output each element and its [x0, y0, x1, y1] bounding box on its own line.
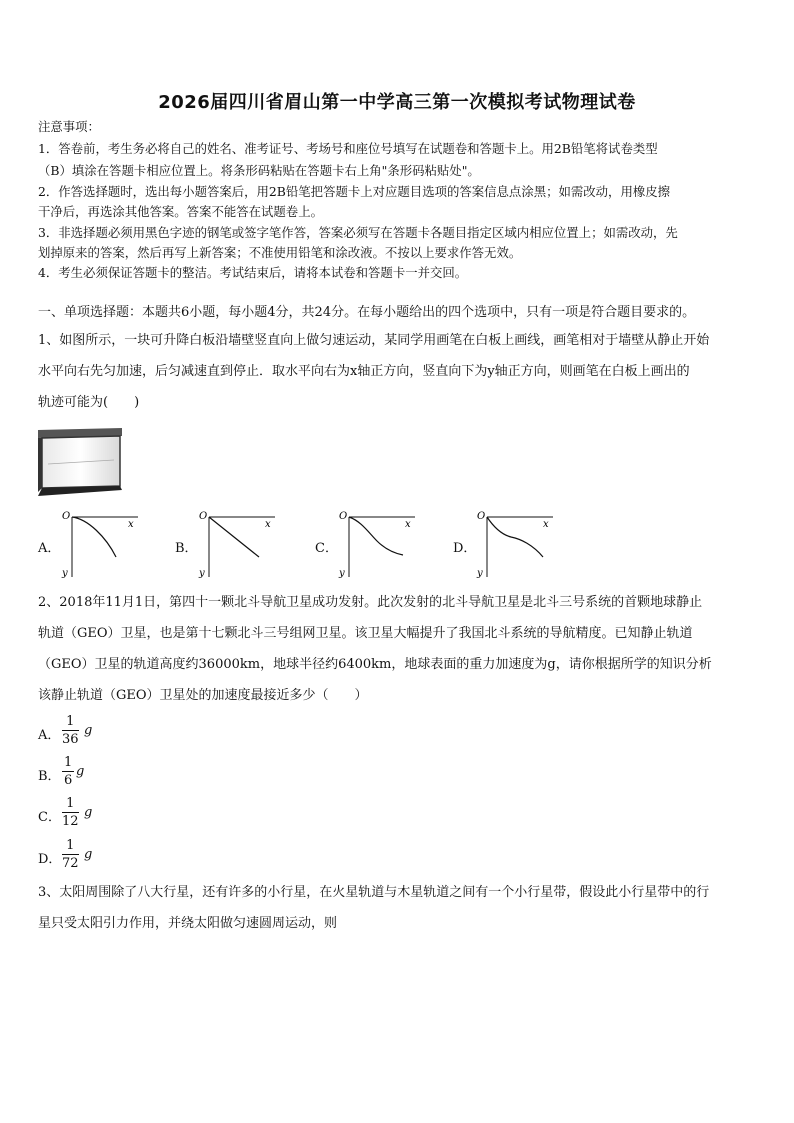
trajectory-graph-b	[195, 507, 285, 579]
option-label: B．	[175, 541, 198, 556]
x-axis-label: x	[543, 519, 549, 530]
unit-g: g	[76, 764, 85, 779]
notice-line: 2．作答选择题时，选出每小题答案后，用2B铅笔把答题卡上对应题目选项的答案信息点涂黑；如需改动，用橡皮擦	[38, 184, 671, 199]
y-axis-label: y	[62, 568, 68, 579]
origin-label: O	[339, 511, 348, 522]
question-1-text: 轨迹可能为( )	[38, 395, 140, 410]
unit-g: g	[84, 723, 93, 738]
notice-line: 干净后，再选涂其他答案。答案不能答在试题卷上。	[38, 204, 323, 219]
notice-line: 划掉原来的答案，然后再写上新答案；不准使用铅笔和涂改液。不按以上要求作答无效。	[38, 245, 522, 260]
fraction-denominator: 36	[62, 732, 79, 747]
trajectory-graph-d	[473, 507, 563, 579]
unit-g: g	[84, 847, 93, 862]
question-3-text: 3、太阳周围除了八大行星，还有许多的小行星，在火星轨道与木星轨道之间有一个小行星带，假设此小行星带中的行	[38, 885, 710, 900]
fraction	[62, 755, 74, 789]
option-label: D．	[38, 852, 62, 867]
question-2-text: 2、2018年11月1日，第四十一颗北斗导航卫星成功发射。此次发射的北斗导航卫星是北斗三号系统的首颗地球静止	[38, 595, 703, 610]
trajectory-graph-a	[58, 507, 148, 579]
y-axis-label: y	[199, 568, 205, 579]
notice-line: 1．答卷前，考生务必将自己的姓名、准考证号、考场号和座位号填写在试题卷和答题卡上。用2B铅笔将试卷类型	[38, 141, 658, 156]
whiteboard-illustration	[36, 426, 126, 498]
y-axis-label: y	[339, 568, 345, 579]
fraction-numerator: 1	[62, 838, 79, 855]
unit-g: g	[84, 805, 93, 820]
fraction	[62, 838, 79, 872]
notice-heading: 注意事项：	[38, 119, 100, 134]
option-label: A．	[38, 728, 61, 743]
x-axis-label: x	[265, 519, 271, 530]
fraction-numerator: 1	[62, 796, 79, 813]
option-label: D．	[453, 541, 477, 556]
notice-line: 4．考生必须保证答题卡的整洁。考试结束后，请将本试卷和答题卡一并交回。	[38, 265, 468, 280]
fraction-numerator: 1	[62, 714, 79, 731]
page-title: 2026届四川省眉山第一中学高三第一次模拟考试物理试卷	[158, 92, 636, 113]
option-label: C．	[315, 541, 338, 556]
notice-line: （B）填涂在答题卡相应位置上。将条形码粘贴在答题卡右上角"条形码粘贴处"。	[38, 163, 480, 178]
origin-label: O	[62, 511, 71, 522]
question-1-text: 1、如图所示，一块可升降白板沿墙壁竖直向上做匀速运动，某同学用画笔在白板上画线，画笔相对于墙壁从静止开始	[38, 333, 710, 348]
fraction-denominator: 6	[64, 773, 73, 788]
option-label: C．	[38, 810, 61, 825]
x-axis-label: x	[128, 519, 134, 530]
origin-label: O	[477, 511, 486, 522]
question-2-text: 轨道（GEO）卫星，也是第十七颗北斗三号组网卫星。该卫星大幅提升了我国北斗系统的导航精度。已知静止轨道	[38, 626, 693, 641]
y-axis-label: y	[477, 568, 483, 579]
question-3-text: 星只受太阳引力作用，并绕太阳做匀速圆周运动，则	[38, 916, 338, 931]
fraction	[62, 796, 79, 830]
section-heading: 一、单项选择题：本题共6小题，每小题4分，共24分。在每小题给出的四个选项中，只有一项是符合题目要求的。	[38, 305, 696, 320]
x-axis-label: x	[405, 519, 411, 530]
origin-label: O	[199, 511, 208, 522]
fraction	[62, 714, 79, 748]
fraction-numerator: 1	[64, 755, 73, 770]
question-1-text: 水平向右先匀加速，后匀减速直到停止．取水平向右为x轴正方向，竖直向下为y轴正方向，则画笔在白板上画出的	[38, 364, 690, 379]
question-2-text: （GEO）卫星的轨道高度约36000km，地球半径约6400km，地球表面的重力加速度为g，请你根据所学的知识分析	[38, 657, 712, 672]
option-label: A．	[38, 541, 61, 556]
question-2-text: 该静止轨道（GEO）卫星处的加速度最接近多少（ ）	[38, 688, 368, 703]
notice-line: 3．非选择题必须用黑色字迹的钢笔或签字笔作答，答案必须写在答题卡各题目指定区域内相应位置上；如需改动，先	[38, 225, 678, 240]
fraction-denominator: 12	[62, 814, 79, 829]
option-label: B．	[38, 769, 61, 784]
fraction-denominator: 72	[62, 856, 79, 871]
trajectory-graph-c	[335, 507, 425, 579]
